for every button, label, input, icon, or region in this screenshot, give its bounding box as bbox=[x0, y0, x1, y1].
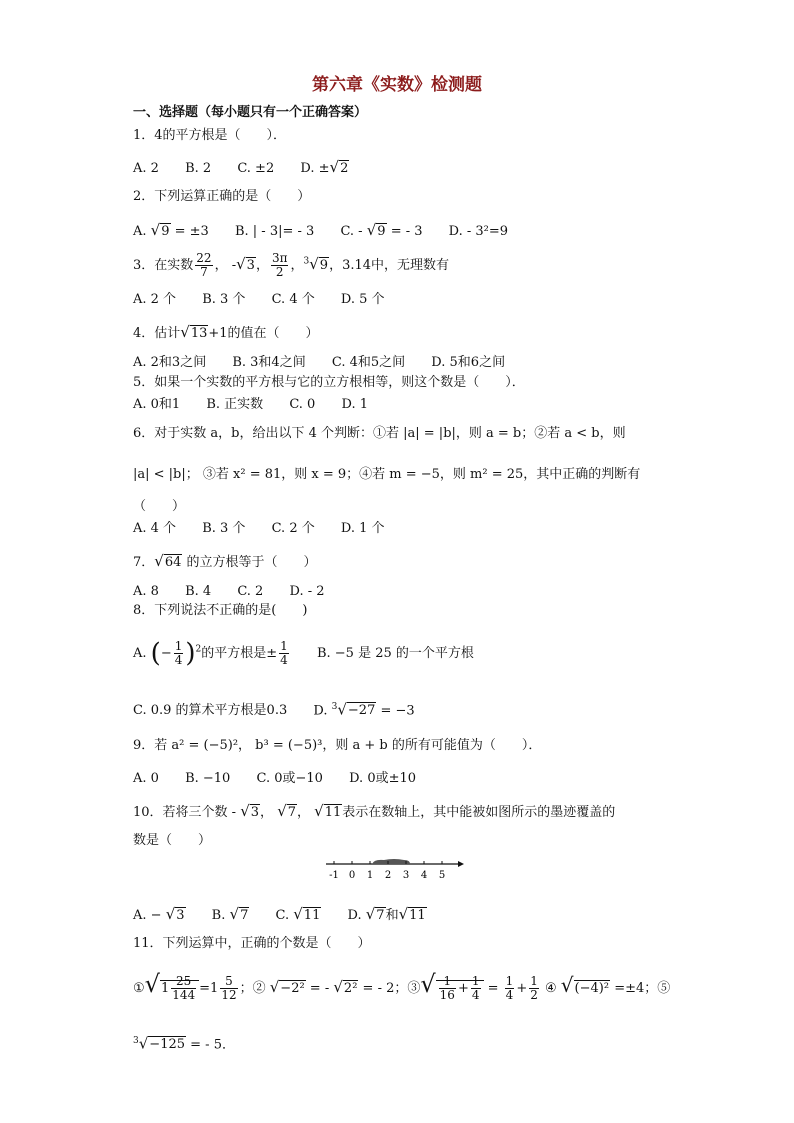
q9-option-d: D. 0或±10 bbox=[349, 771, 417, 786]
q9-option-b: B. −10 bbox=[185, 771, 231, 786]
q8-option-b: B. −5 是 25 的一个平方根 bbox=[316, 646, 474, 661]
q9-options bbox=[133, 770, 438, 788]
q5-option-a: A. 0和1 bbox=[133, 397, 181, 412]
q1-options bbox=[133, 158, 371, 178]
q8-options-cd bbox=[133, 698, 437, 720]
q7-options bbox=[133, 583, 347, 601]
q1-option-a: A. 2 bbox=[133, 161, 159, 176]
q7-option-d: D. - 2 bbox=[289, 584, 325, 599]
q6-line2: |a| < |b|； ③若 x² = 81，则 x = 9；④若 m = −5，则 m² = 25，其中正确的判断有 bbox=[133, 467, 641, 482]
q4-option-c: C. 4和5之间 bbox=[331, 355, 406, 370]
q1-stem: 1．4的平方根是（ ）． bbox=[133, 128, 287, 143]
q7-option-c: C. 2 bbox=[237, 584, 264, 599]
tick-label: 3 bbox=[402, 870, 410, 881]
q7-option-b: B. 4 bbox=[185, 584, 212, 599]
q7-option-a: A. 8 bbox=[133, 584, 159, 599]
q4-option-d: D. 5和6之间 bbox=[431, 355, 506, 370]
section-heading: 一、选择题（每小题只有一个正确答案） bbox=[133, 105, 368, 120]
q10-line1: 10．若将三个数 - √3， √7， √11表示在数轴上，其中能被如图所示的墨迹覆盖的 bbox=[133, 802, 616, 820]
number-line-arrow bbox=[458, 861, 464, 867]
q2-option-b: B. | - 3|= - 3 bbox=[234, 224, 315, 239]
tick-label: 5 bbox=[438, 870, 446, 881]
tick-label: 1 bbox=[366, 870, 374, 881]
q4-stem: 4．估计√13+1的值在（ ） bbox=[133, 323, 319, 341]
q10-option-c: C. √11 bbox=[275, 905, 321, 923]
q6-option-b: B. 3 个 bbox=[202, 521, 246, 536]
q10-option-a: A. − √3 bbox=[133, 905, 185, 923]
tick-label: -1 bbox=[329, 870, 339, 881]
q5-stem: 5．如果一个实数的平方根与它的立方根相等，则这个数是（ ）． bbox=[133, 375, 525, 390]
q1-option-d: D. ±√2 bbox=[300, 158, 349, 176]
q2-options bbox=[133, 221, 530, 241]
q8-option-d: D. $^3$√−27 = −3 bbox=[313, 700, 415, 719]
q8-option-c: C. 0.9 的算术平方根是0.3 bbox=[133, 703, 288, 719]
q4-option-a: A. 2和3之间 bbox=[133, 355, 207, 370]
q1-option-b: B. 2 bbox=[185, 161, 212, 176]
q8-options-ab bbox=[133, 640, 496, 667]
q6-option-a: A. 4 个 bbox=[133, 521, 177, 536]
q5-option-d: D. 1 bbox=[341, 397, 368, 412]
q10-option-d: D. √7和√11 bbox=[347, 905, 426, 923]
q7-stem: 7．√64 的立方根等于（ ） bbox=[133, 552, 317, 570]
q5-option-c: C. 0 bbox=[289, 397, 316, 412]
tick-label: 2 bbox=[384, 870, 392, 881]
q6-option-d: D. 1 个 bbox=[340, 521, 385, 536]
q6-line3: （ ） bbox=[133, 499, 186, 514]
number-line bbox=[320, 854, 465, 884]
q11-stem: 11．下列运算中，正确的个数是（ ） bbox=[133, 936, 371, 951]
ink-blot bbox=[372, 859, 410, 864]
q5-options bbox=[133, 396, 390, 414]
q9-stem: 9．若 a² = (−5)²， b³ = (−5)³，则 a + b 的所有可能值为（ ）． bbox=[133, 738, 542, 753]
tick-label: 4 bbox=[420, 870, 428, 881]
q6-options bbox=[133, 520, 407, 538]
q8-stem: 8．下列说法不正确的是( ) bbox=[133, 603, 308, 618]
q10-line2: 数是（ ） bbox=[133, 833, 212, 848]
q4-option-b: B. 3和4之间 bbox=[232, 355, 306, 370]
q6-option-c: C. 2 个 bbox=[271, 521, 315, 536]
q10-option-b: B. √7 bbox=[211, 905, 249, 923]
q2-option-d: D. - 3²=9 bbox=[448, 224, 509, 239]
q3-option-c: C. 4 个 bbox=[271, 292, 315, 307]
q9-option-c: C. 0或−10 bbox=[256, 771, 323, 786]
q9-option-a: A. 0 bbox=[133, 771, 159, 786]
q11-line2: $^3$√−125 = - 5． bbox=[133, 1034, 235, 1053]
tick-label: 0 bbox=[348, 870, 356, 881]
q3-stem: 3．在实数 $\frac{22}{7}$ ， -√3， $\frac{3\pi}{2}$ ，$^3$√9，3.14中，无理数有 bbox=[133, 251, 450, 279]
q3-option-a: A. 2 个 bbox=[133, 292, 177, 307]
q3-option-b: B. 3 个 bbox=[202, 292, 246, 307]
q6-line1: 6．对于实数 a，b，给出以下 4 个判断：①若 |a| = |b|，则 a = b；②若 a < b，则 bbox=[133, 426, 626, 441]
q2-option-a: A. √9 = ±3 bbox=[133, 221, 209, 239]
q8-option-a: A. (− $\frac{1}{4}$ )$^2$的平方根是± $\frac{1}{4}$ bbox=[133, 638, 288, 669]
q1-option-c: C. ±2 bbox=[237, 161, 275, 176]
q4-options bbox=[133, 354, 527, 372]
q2-option-c: C. - √9 = - 3 bbox=[340, 221, 423, 239]
page-title: 第六章《实数》检测题 bbox=[312, 75, 482, 95]
q5-option-b: B. 正实数 bbox=[206, 397, 264, 412]
q10-options bbox=[133, 905, 449, 925]
q11-line1: ①√1 $\frac{25}{144}$ =1 $\frac{5}{12}$ ；② √−2² = - √2² = - 2；③√ $\frac{1}{16}$ + $\frac{1}{4}$ = $\frac{1}{4}$ + $\frac{1}{2}$ ④ √(−4)² =±4；⑤ bbox=[133, 970, 671, 1002]
q3-options bbox=[133, 291, 407, 309]
q2-stem: 2．下列运算正确的是（ ） bbox=[133, 189, 311, 204]
q3-option-d: D. 5 个 bbox=[340, 292, 385, 307]
